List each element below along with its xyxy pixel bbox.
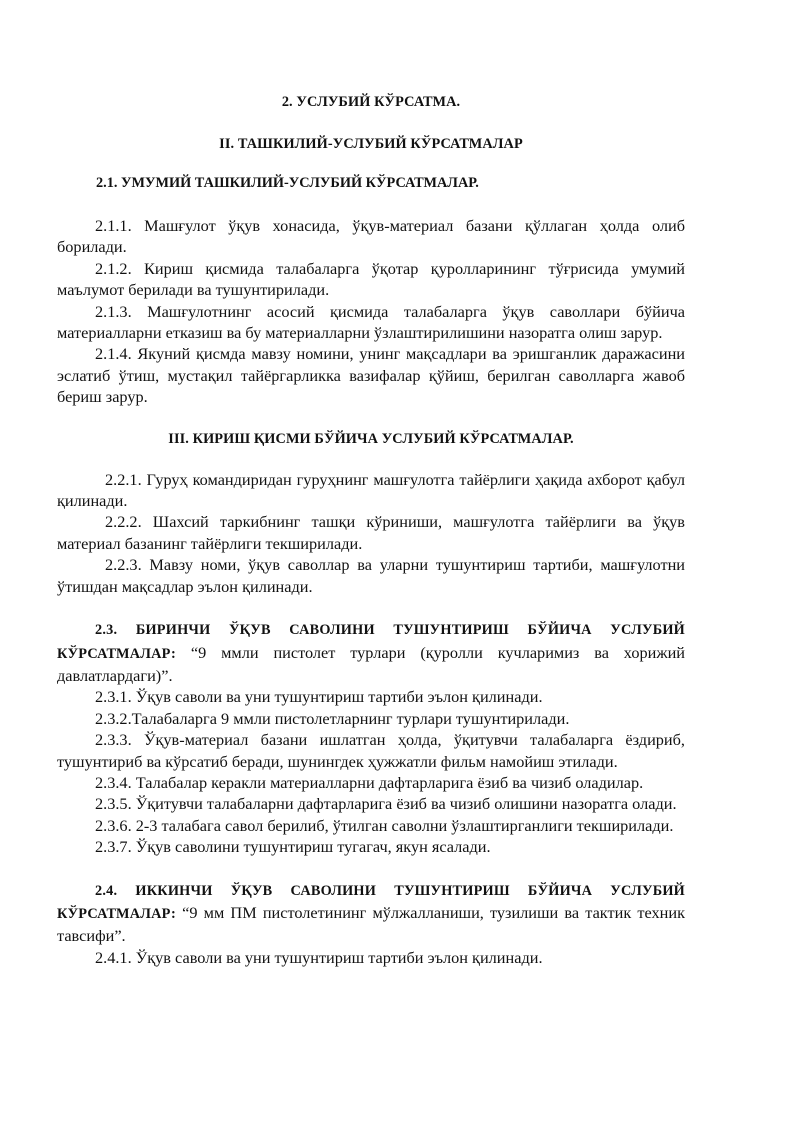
paragraph-2-3-5: 2.3.5. Ўқитувчи талабаларни дафтарларига ёзиб ва чизиб олишини назоратга олади.: [95, 794, 677, 814]
section-title-ii: II. ТАШКИЛИЙ-УСЛУБИЙ КЎРСАТМАЛАР: [219, 136, 523, 152]
section-2-2-list: [57, 469, 685, 597]
paragraph-2-2-3: 2.2.3. Мавзу номи, ўқув саволлар ва уларни тушунтириш тартиби, машғулотни ўтишдан мақсадлар эълон қилинади.: [57, 555, 685, 596]
section-2-1-list: [57, 215, 685, 408]
paragraph-2-3-6: 2.3.6. 2-3 талабага савол берилиб, ўтилган саволни ўзлаштирганлиги текширилади.: [95, 815, 674, 835]
paragraph-2-2-2: 2.2.2. Шахсий таркибнинг ташқи кўриниши, машғулотга тайёрлиги ва ўқув материал базанинг тайёрлиги текширилади.: [57, 512, 685, 553]
paragraph-2-3-4: 2.3.4. Талабалар керакли материалларни дафтарларига ёзиб ва чизиб оладилар.: [95, 772, 644, 792]
document-page: [57, 92, 685, 968]
section-2-4-heading: [57, 879, 685, 947]
paragraph-2-3-3: 2.3.3. Ўқув-материал базани ишлатган ҳолда, ўқитувчи талабаларга ёздириб, тушунтириб ва кўрсатиб беради, шунингдек ҳужжатли фильм намойиш этилади.: [57, 730, 685, 771]
paragraph-2-3-7: 2.3.7. Ўқув саволини тушунтириш тугагач, якун ясалади.: [95, 837, 491, 857]
section-2-4-heading-topic: “9 мм ПМ пистолетининг мўлжалланиши, тузилиши ва тактик техник тавсифи”.: [57, 902, 685, 946]
section-2-1-heading: 2.1. УМУМИЙ ТАШКИЛИЙ-УСЛУБИЙ КЎРСАТМАЛАР.: [96, 175, 479, 191]
paragraph-2-1-1: 2.1.1. Машғулот ўқув хонасида, ўқув-материал базани қўллаган ҳолда олиб борилади.: [57, 216, 685, 257]
paragraph-2-2-1: 2.2.1. Гуруҳ командиридан гуруҳнинг машғулотга тайёрлиги ҳақида ахборот қабул қилинади.: [57, 469, 685, 511]
section-2-3-heading-topic: “9 ммли пистолет турлари (қуролли кучларимиз ва хорижий давлатлардаги)”.: [57, 642, 685, 685]
paragraph-2-1-3: 2.1.3. Машғулотнинг асосий қисмида талабаларга ўқув саволлари бўйича материалларни етказиш ва бу материалларни ўзлаштирилишини назоратга олиш зарур.: [57, 301, 685, 343]
paragraph-2-3-2: 2.3.2.Талабаларга 9 ммли пистолетларнинг турлари тушунтирилади.: [95, 708, 570, 728]
paragraph-2-4-1: 2.4.1. Ўқув саволи ва уни тушунтириш тартиби эълон қилинади.: [95, 947, 543, 967]
section-2-3-heading: [57, 618, 685, 686]
paragraph-2-1-2: 2.1.2. Кириш қисмида талабаларга ўқотар қуролларининг тўғрисида умумий маълумот берилади ва тушунтирилади.: [57, 258, 685, 300]
paragraph-2-1-4: 2.1.4. Якуний қисмда мавзу номини, унинг мақсадлари ва эришганлик даражасини эслатиб ўтиш, мустақил тайёргарликка вазифалар қўйиш, берилган саволларга жавоб бериш зарур.: [57, 344, 685, 407]
document-title: 2. УСЛУБИЙ КЎРСАТМА.: [281, 94, 461, 110]
section-title-iii: III. КИРИШ ҚИСМИ БЎЙИЧА УСЛУБИЙ КЎРСАТМАЛАР.: [168, 430, 574, 447]
section-2-4-heading-bold: 2.4. ИККИНЧИ ЎҚУВ САВОЛИНИ ТУШУНТИРИШ БЎЙИЧА УСЛУБИЙ КЎРСАТМАЛАР:: [57, 882, 685, 922]
paragraph-2-3-1: 2.3.1. Ўқув саволи ва уни тушунтириш тартиби эълон қилинади.: [95, 687, 543, 707]
section-2-3-heading-bold: 2.3. БИРИНЧИ ЎҚУВ САВОЛИНИ ТУШУНТИРИШ БЎЙИЧА УСЛУБИЙ КЎРСАТМАЛАР:: [57, 622, 685, 662]
section-2-4-list: [57, 947, 685, 968]
section-2-3-list: [57, 686, 685, 857]
